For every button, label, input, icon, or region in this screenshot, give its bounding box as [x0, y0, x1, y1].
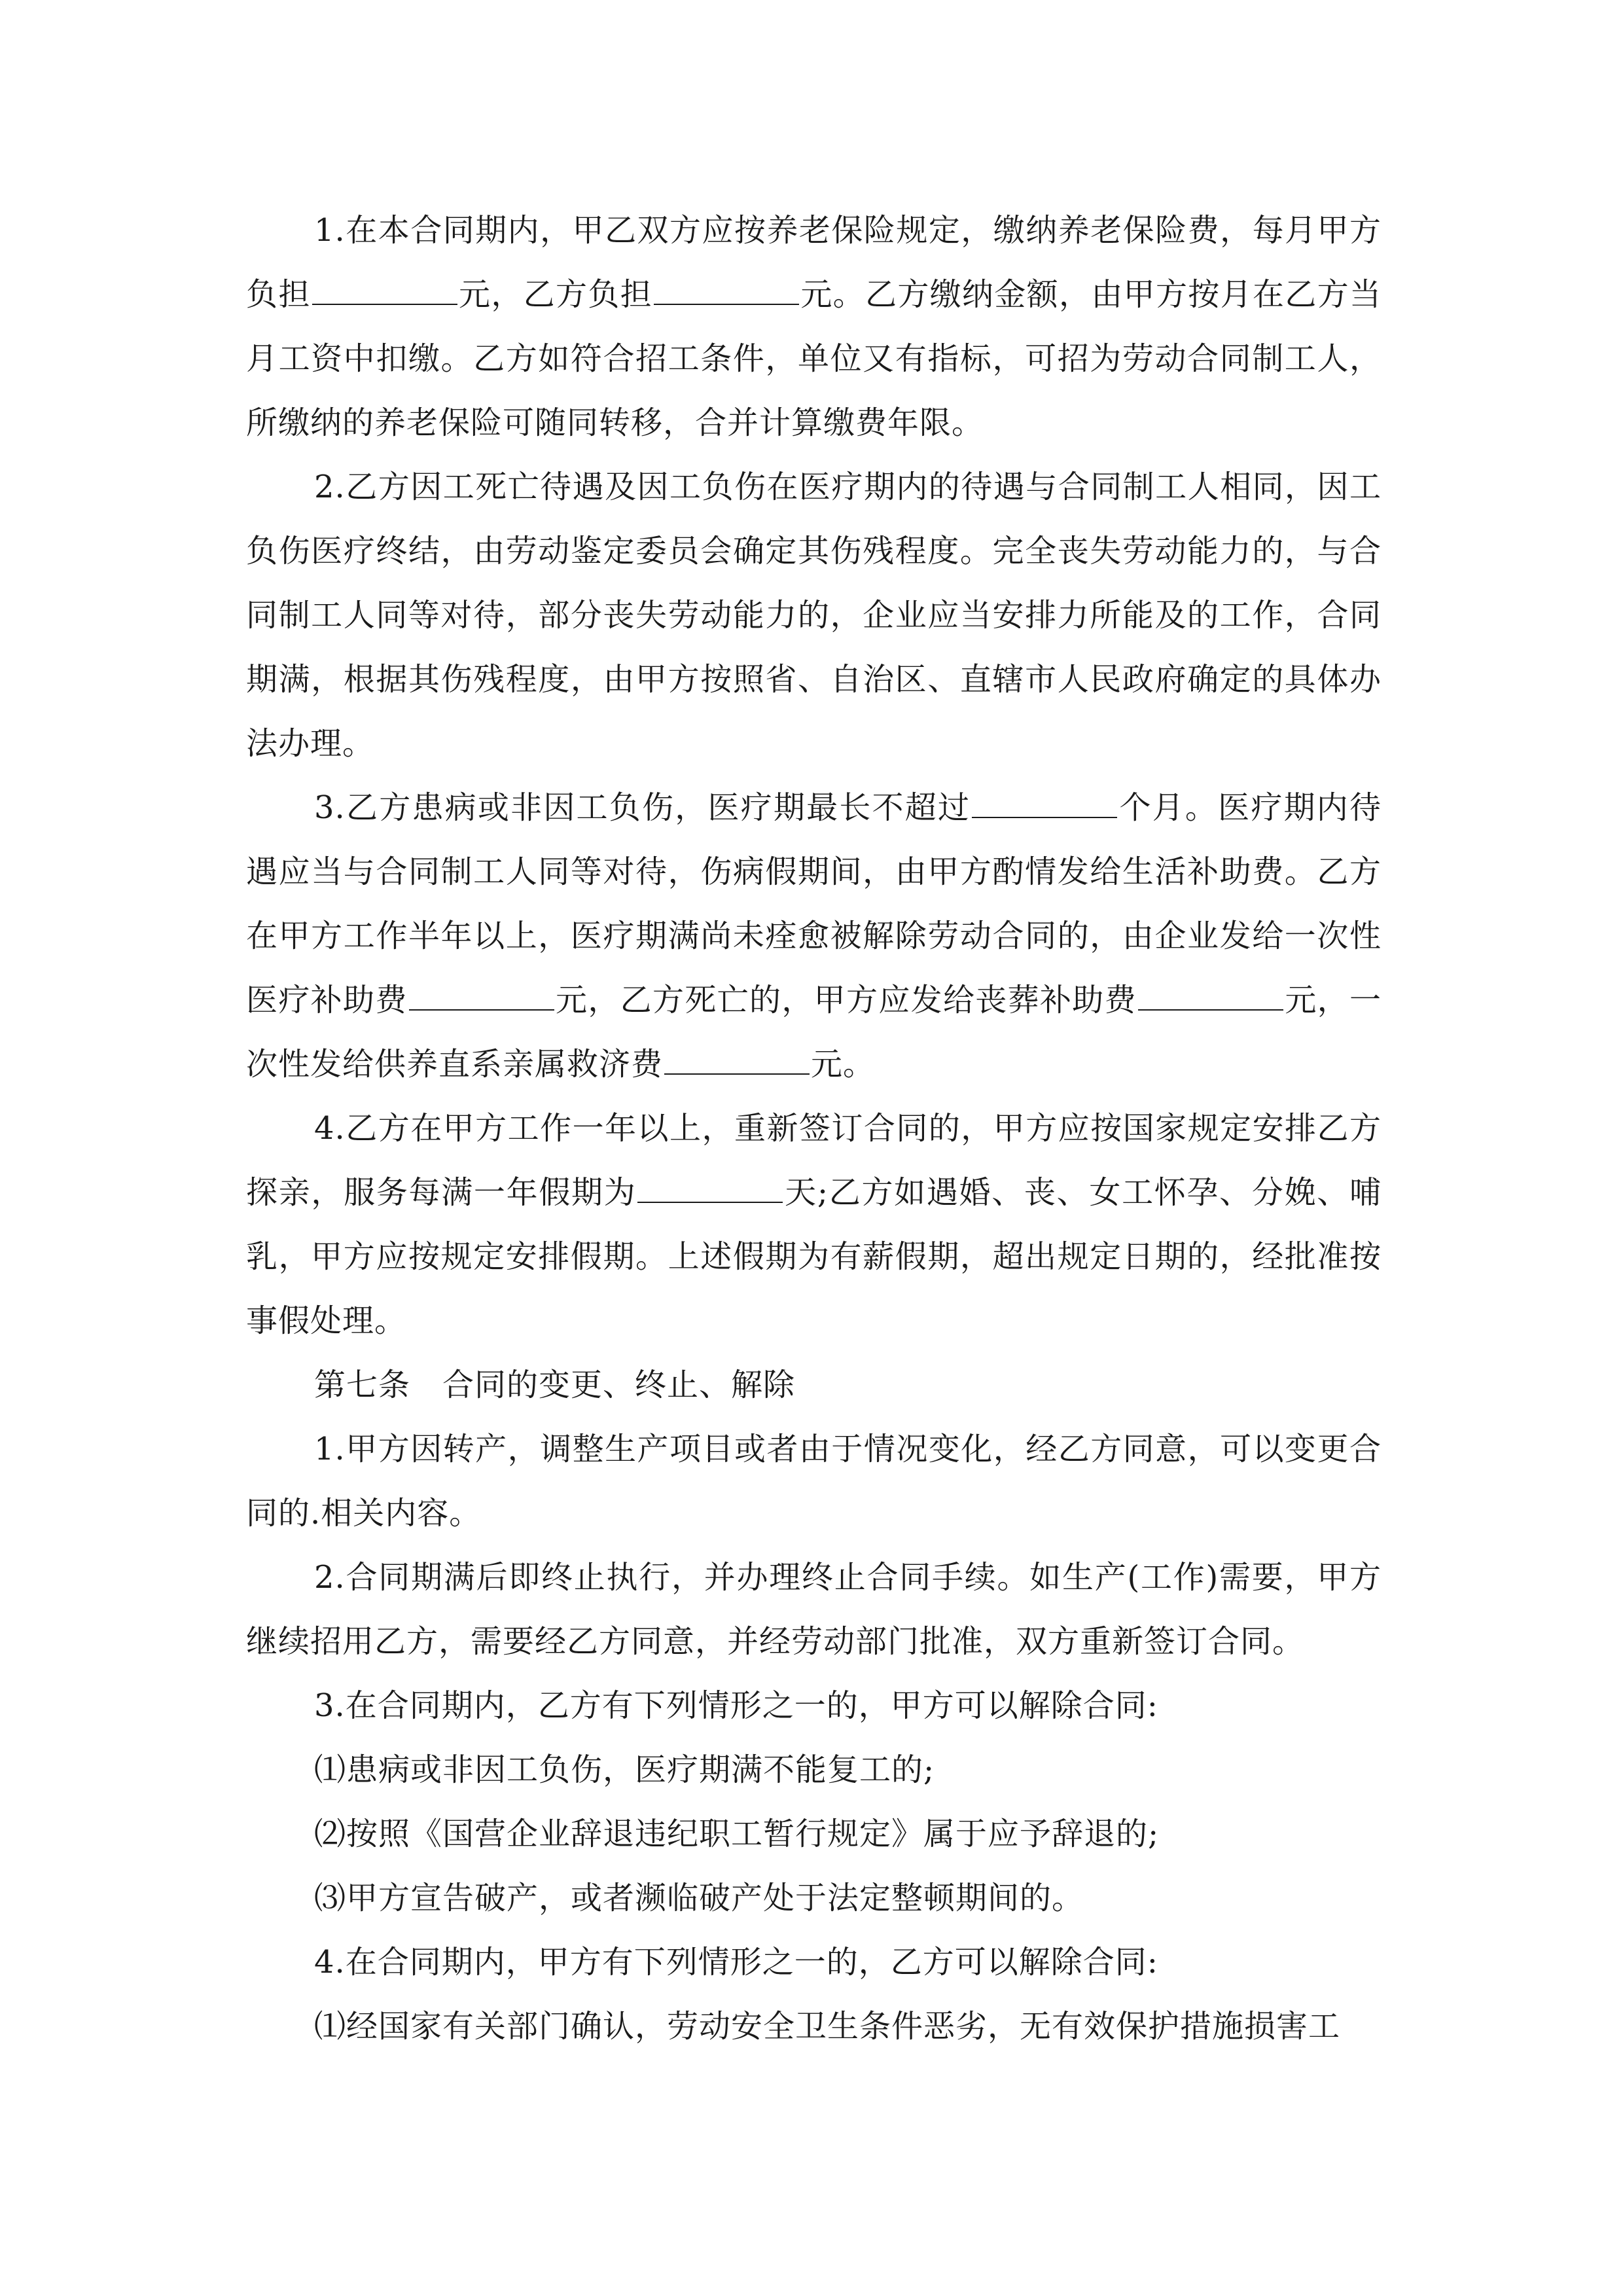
- blank-fill-line: [664, 1047, 810, 1075]
- paragraph-text: ⑴经国家有关部门确认，劳动安全卫生条件恶劣，无有效保护措施损害工: [314, 2008, 1341, 2045]
- paragraph-text: 元。: [811, 1046, 876, 1083]
- paragraph-text: ⑵按照《国营企业辞退违纪职工暂行规定》属于应予辞退的;: [314, 1816, 1160, 1852]
- paragraph-p11: [246, 1866, 1382, 1930]
- paragraph-text: ⑴患病或非因工负伤，医疗期满不能复工的;: [314, 1751, 935, 1788]
- paragraph-p8: [246, 1674, 1382, 1738]
- blank-fill-line: [637, 1175, 783, 1203]
- paragraph-text: 第七条 合同的变更、终止、解除: [314, 1367, 796, 1403]
- document-body: [246, 198, 1382, 2058]
- blank-fill-line: [312, 278, 457, 305]
- paragraph-p13: [246, 1994, 1382, 2058]
- paragraph-text: 元。乙方缴纳金额，由甲方按月在乙方当月工资中扣缴。乙方如符合招工条件，单位又有指标，可招为劳动合同制工人，所缴纳的养老保险可随同转移，合并计算缴费年限。: [246, 276, 1382, 441]
- paragraph-p4: [246, 1096, 1382, 1353]
- paragraph-text: 元，乙方死亡的，甲方应发给丧葬补助费: [555, 982, 1137, 1018]
- paragraph-p10: [246, 1802, 1382, 1866]
- paragraph-text: 天;乙方如遇婚、丧、女工怀孕、分娩、哺乳，甲方应按规定安排假期。上述假期为有薪假期，超出规定日期的，经批准按事假处理。: [246, 1174, 1382, 1339]
- blank-fill-line: [654, 278, 799, 305]
- paragraph-text: ⑶甲方宣告破产，或者濒临破产处于法定整顿期间的。: [314, 1880, 1084, 1916]
- paragraph-text: 3.乙方患病或非因工负伤，医疗期最长不超过: [314, 789, 971, 826]
- paragraph-p1: [246, 198, 1382, 455]
- paragraph-p12: [246, 1930, 1382, 1994]
- paragraph-text: 元，乙方负担: [458, 276, 652, 313]
- blank-fill-line: [1138, 983, 1283, 1011]
- paragraph-p2: [246, 455, 1382, 776]
- paragraph-p3: [246, 776, 1382, 1096]
- paragraph-text: 2.合同期满后即终止执行，并办理终止合同手续。如生产(工作)需要，甲方继续招用乙方，需要经乙方同意，并经劳动部门批准，双方重新签订合同。: [246, 1559, 1382, 1660]
- paragraph-text: 1.甲方因转产，调整生产项目或者由于情况变化，经乙方同意，可以变更合同的.相关内容。: [246, 1431, 1382, 1532]
- paragraph-text: 2.乙方因工死亡待遇及因工负伤在医疗期内的待遇与合同制工人相同，因工负伤医疗终结，由劳动鉴定委员会确定其伤残程度。完全丧失劳动能力的，与合同制工人同等对待，部分丧失劳动能力的，企业应当安排力所能及的工作，合同期满，根据其伤残程度，由甲方按照省、自治区、直辖市人民政府确定的具体办法办理。: [246, 469, 1382, 762]
- paragraph-text: 4.乙方在甲方工作一年以上，重新签订合同的，甲方应按国家规定安排乙方探亲，服务每满一年假期为: [246, 1110, 1382, 1211]
- paragraph-text: 3.在合同期内，乙方有下列情形之一的，甲方可以解除合同:: [314, 1687, 1158, 1724]
- paragraph-text: 元，一次性发给供养直系亲属救济费: [246, 982, 1382, 1083]
- paragraph-text: 4.在合同期内，甲方有下列情形之一的，乙方可以解除合同:: [314, 1944, 1158, 1981]
- paragraph-p5: [246, 1353, 1382, 1417]
- paragraph-p6: [246, 1417, 1382, 1545]
- paragraph-p9: [246, 1738, 1382, 1802]
- paragraph-text: 1.在本合同期内，甲乙双方应按养老保险规定，缴纳养老保险费，每月甲方负担: [246, 212, 1382, 313]
- blank-fill-line: [972, 791, 1117, 818]
- paragraph-text: 个月。医疗期内待遇应当与合同制工人同等对待，伤病假期间，由甲方酌情发给生活补助费。乙方在甲方工作半年以上，医疗期满尚未痊愈被解除劳动合同的，由企业发给一次性医疗补助费: [246, 789, 1382, 1018]
- paragraph-p7: [246, 1545, 1382, 1674]
- blank-fill-line: [409, 983, 554, 1011]
